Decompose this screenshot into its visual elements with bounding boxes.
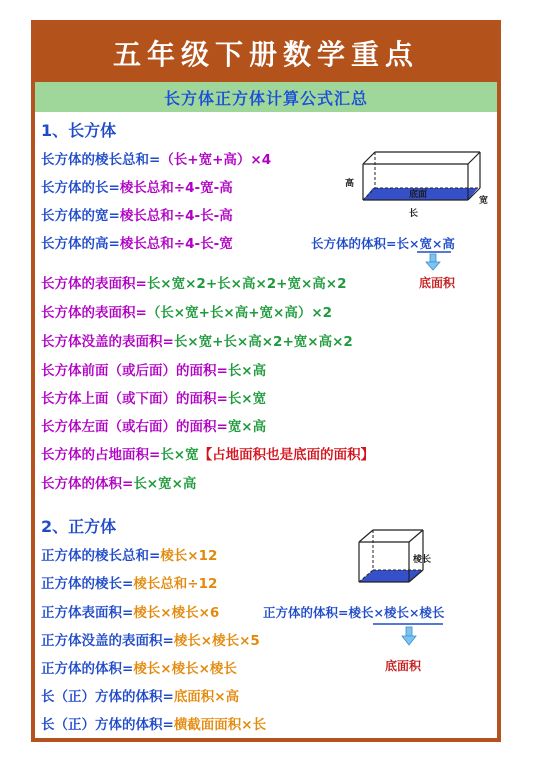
- diagram-height-label: 高: [345, 179, 355, 189]
- formula-value: 横截面面积×长: [173, 717, 267, 733]
- formula-value: 棱长×棱长×5: [173, 633, 260, 649]
- formula-label: 正方体的棱长=: [41, 576, 134, 592]
- cuboid-base-area-label: 底面积: [419, 276, 456, 290]
- cuboid-top-area-line: [41, 387, 266, 407]
- cuboid-length-line: [41, 176, 233, 196]
- formula-value: 棱长总和÷12: [133, 576, 218, 592]
- subtitle-bar: [35, 82, 497, 112]
- formula-value: （长+宽+高）×4: [160, 152, 272, 168]
- cuboid-surface-area-line-2: [41, 301, 332, 321]
- cuboid-diagram: [343, 150, 489, 226]
- formula-label: 长方体的长=: [41, 180, 120, 196]
- cuboid-base-arrow: [415, 250, 455, 272]
- formula-value: 长×宽: [227, 391, 267, 407]
- formula-label: 长方体上面（或下面）的面积=: [41, 391, 228, 407]
- cube-volume-note: 正方体的体积=棱长×棱长×棱长: [263, 605, 445, 620]
- diagram-edge-label: 棱长: [413, 555, 432, 565]
- cuboid-volume-note: 长方体的体积=长×宽×高: [311, 236, 455, 251]
- diagram-length-label: 长: [409, 209, 419, 219]
- formula-value: （长×宽+长×高+宽×高）×2: [146, 305, 333, 321]
- formula-label: 长（正）方体的体积=: [41, 717, 174, 733]
- formula-label: 长方体的表面积=: [41, 276, 147, 292]
- formula-value: 棱长总和÷4-长-宽: [119, 236, 233, 252]
- formula-value: 长×宽: [160, 447, 199, 463]
- formula-value: 底面积×高: [173, 689, 240, 705]
- formula-label: 长方体的宽=: [41, 208, 120, 224]
- formula-label: 长方体的棱长总和=: [41, 152, 161, 168]
- formula-value: 长×宽×2+长×高×2+宽×高×2: [146, 276, 347, 292]
- cuboid-surface-area-line-1: [41, 272, 347, 292]
- cuboid-width-line: [41, 204, 233, 224]
- formula-value: 长×宽+长×高×2+宽×高×2: [173, 334, 353, 350]
- diagram-width-label: 宽: [479, 196, 489, 206]
- prism-volume-line-1: [41, 685, 239, 705]
- cuboid-open-surface-line: [41, 330, 353, 350]
- formula-value: 棱长×棱长×6: [133, 605, 220, 621]
- cube-surface-line: [41, 601, 219, 621]
- cuboid-edge-sum-line: [41, 148, 271, 168]
- formula-label: 长（正）方体的体积=: [41, 689, 174, 705]
- formula-note: 【占地面积也是底面的面积】: [198, 447, 375, 463]
- cube-base-shade: [359, 570, 423, 582]
- formula-label: 正方体表面积=: [41, 605, 134, 621]
- cuboid-heading: 1、长方体: [41, 121, 117, 140]
- page-subtitle: 长方体正方体计算公式汇总: [163, 88, 368, 108]
- formula-label: 正方体没盖的表面积=: [41, 633, 174, 649]
- page-title: 五年级下册数学重点: [112, 38, 419, 71]
- cuboid-floor-area-line: [41, 443, 374, 463]
- formula-label: 长方体的占地面积=: [41, 447, 161, 463]
- formula-label: 长方体没盖的表面积=: [41, 334, 174, 350]
- formula-value: 棱长总和÷4-宽-高: [119, 180, 233, 196]
- formula-value: 长×高: [227, 363, 267, 379]
- cube-edge-sum-line: [41, 544, 217, 564]
- formula-label: 长方体的高=: [41, 236, 120, 252]
- formula-label: 长方体左面（或右面）的面积=: [41, 419, 228, 435]
- formula-value: 棱长×棱长×棱长: [133, 661, 237, 677]
- cube-volume-line: [41, 657, 237, 677]
- cuboid-height-line: [41, 232, 233, 252]
- cuboid-front-area-line: [41, 359, 266, 379]
- formula-label: 长方体的体积=: [41, 476, 134, 492]
- formula-label: 正方体的棱长总和=: [41, 548, 161, 564]
- cube-diagram: [353, 528, 443, 590]
- page-frame: [31, 20, 501, 742]
- cuboid-volume-line: [41, 472, 196, 492]
- formula-value: 宽×高: [227, 419, 267, 435]
- formula-label: 长方体前面（或后面）的面积=: [41, 363, 228, 379]
- cube-base-area-label: 底面积: [385, 659, 422, 673]
- cube-base-arrow: [371, 622, 447, 648]
- cube-edge-line: [41, 572, 217, 592]
- formula-value: 长×宽×高: [133, 476, 197, 492]
- formula-value: 棱长总和÷4-长-高: [119, 208, 233, 224]
- prism-volume-line-2: [41, 713, 266, 733]
- formula-value: 棱长×12: [160, 548, 218, 564]
- formula-label: 正方体的体积=: [41, 661, 134, 677]
- formula-label: 长方体的表面积=: [41, 305, 147, 321]
- title-banner: [35, 24, 497, 82]
- diagram-base-label: 底面: [409, 190, 428, 200]
- cuboid-side-area-line: [41, 415, 266, 435]
- cube-heading: 2、正方体: [41, 517, 117, 536]
- cube-open-surface-line: [41, 629, 260, 649]
